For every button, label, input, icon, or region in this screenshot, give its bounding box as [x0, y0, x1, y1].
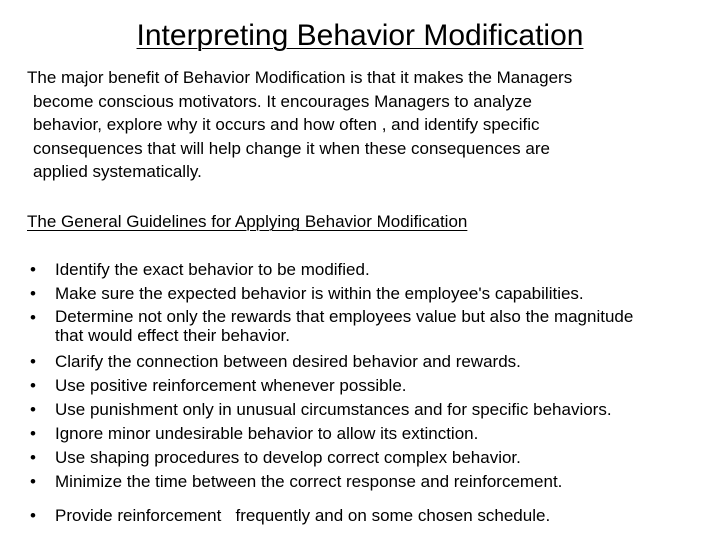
list-item-text: Clarify the connection between desired behavior and rewards.: [55, 352, 521, 371]
bullet-icon: •: [30, 376, 36, 395]
list-item: [27, 470, 717, 494]
list-item: [27, 374, 717, 398]
list-item-text: Determine not only the rewards that employees value but also the magnitude that would effect their behavior.: [55, 307, 634, 345]
intro-line: applied systematically.: [33, 162, 202, 181]
list-item-text: Use shaping procedures to develop correct complex behavior.: [55, 448, 521, 467]
bullet-icon: •: [30, 400, 36, 419]
guidelines-list: [27, 258, 717, 528]
list-item-text: Ignore minor undesirable behavior to allow its extinction.: [55, 424, 479, 443]
bullet-icon: •: [30, 448, 36, 467]
bullet-icon: •: [30, 472, 36, 491]
intro-paragraph: [27, 66, 707, 184]
list-item: [27, 282, 717, 306]
list-item: [27, 258, 717, 282]
intro-line: become conscious motivators. It encourages Managers to analyze: [33, 91, 532, 111]
list-item: [27, 422, 717, 446]
list-item-text: Make sure the expected behavior is within the employee's capabilities.: [55, 284, 584, 303]
bullet-icon: •: [30, 260, 36, 279]
list-item-text: Provide reinforcement frequently and on some chosen schedule.: [55, 506, 551, 525]
slide-title: Interpreting Behavior Modification: [136, 19, 584, 52]
bullet-icon: •: [30, 352, 36, 371]
list-item: [27, 504, 717, 528]
list-item-text: Use positive reinforcement whenever possible.: [55, 376, 407, 395]
list-item-text: Use punishment only in unusual circumstances and for specific behaviors.: [55, 400, 612, 419]
bullet-icon: •: [30, 424, 36, 443]
intro-line: behavior, explore why it occurs and how often , and identify specific: [33, 115, 540, 134]
list-item-text: Identify the exact behavior to be modified.: [55, 260, 370, 279]
guidelines-heading: The General Guidelines for Applying Behavior Modification: [27, 212, 468, 231]
list-item: [27, 306, 717, 350]
list-item: [27, 350, 717, 374]
bullet-icon: •: [30, 506, 36, 525]
list-item: [27, 398, 717, 422]
bullet-icon: •: [30, 284, 36, 303]
list-item-text: Minimize the time between the correct response and reinforcement.: [55, 472, 563, 491]
intro-line: The major benefit of Behavior Modification is that it makes the Managers: [27, 68, 573, 87]
bullet-icon: •: [30, 308, 36, 327]
list-item: [27, 446, 717, 470]
intro-line: consequences that will help change it when these consequences are: [33, 138, 550, 158]
